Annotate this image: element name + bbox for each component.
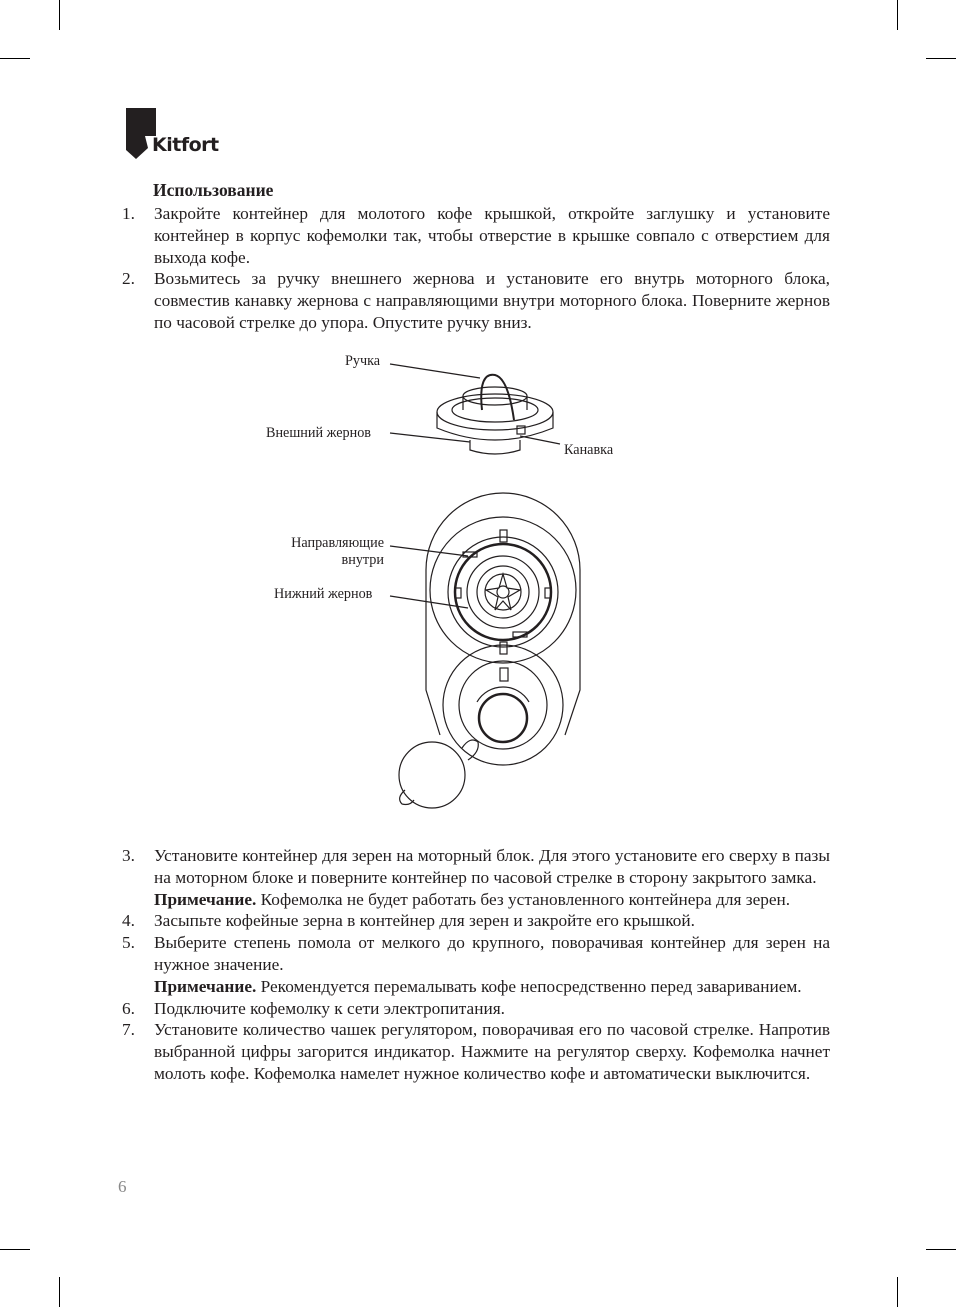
step-number: 1. xyxy=(122,204,135,223)
label-lower-burr: Нижний жернов xyxy=(274,586,373,602)
step-item xyxy=(118,932,830,997)
note-label: Примечание. xyxy=(154,889,257,909)
label-groove: Канавка xyxy=(564,442,614,458)
step-number: 6. xyxy=(122,998,135,1018)
step-item xyxy=(118,998,830,1020)
step-note xyxy=(154,889,830,911)
step-number: 2. xyxy=(122,269,135,289)
step-text: Возьмитесь за ручку внешнего жернова и установите его внутрь моторного блока, совместив канавку жернова с направляющими внутри моторного блока. Поверните жернов по часовой стрелке до упора. Опустите ручку вниз. xyxy=(154,269,830,332)
page-number: 6 xyxy=(118,1177,127,1196)
note-label: Примечание. xyxy=(154,976,257,996)
grinder-top-view-drawing xyxy=(390,493,580,808)
step-text: Засыпьте кофейные зерна в контейнер для зерен и закройте его крышкой. xyxy=(154,911,695,931)
note-text: Рекомендуется перемалывать кофе непосредственно перед завариванием. xyxy=(256,976,802,996)
step-item xyxy=(118,910,830,932)
step-text: Установите контейнер для зерен на моторный блок. Для этого установите его сверху в пазы на моторном блоке и поверните контейнер по часовой стрелке в сторону закрытого замка. xyxy=(154,846,830,887)
step-text: Закройте контейнер для молотого кофе крышкой, откройте заглушку и установите контейнер в корпус кофемолки так, чтобы отверстие в крышке совпало с отверстием для выхода кофе. xyxy=(154,204,830,267)
step-text: Установите количество чашек регулятором, поворачивая его по часовой стрелке. Напротив выбранной цифры загорится индикатор. Нажмите на регулятор сверху. Кофемолка начнет молоть кофе. Кофемолка намелет нужное количество кофе и автоматически выключится. xyxy=(154,1020,830,1083)
label-handle: Ручка xyxy=(345,353,381,369)
label-outer-burr: Внешний жернов xyxy=(266,425,371,441)
steps-list-bottom xyxy=(118,845,830,1085)
brand-name: Kitfort xyxy=(152,134,219,156)
step-text: Подключите кофемолку к сети электропитания. xyxy=(154,998,505,1018)
step-number: 5. xyxy=(122,933,135,953)
label-guides xyxy=(268,535,384,569)
label-guides-line1: Направляющие xyxy=(291,535,384,551)
step-number: 7. xyxy=(122,1020,135,1040)
step-item xyxy=(118,845,830,910)
label-guides-line2: внутри xyxy=(341,552,384,568)
note-text: Кофемолка не будет работать без установленного контейнера для зерен. xyxy=(256,889,791,909)
section-title: Использование xyxy=(153,180,274,200)
outer-burr-drawing xyxy=(390,364,560,454)
step-number: 4. xyxy=(122,911,135,931)
step-item xyxy=(118,1019,830,1084)
step-text: Выберите степень помола от мелкого до крупного, поворачивая контейнер для зерен на нужное значение. xyxy=(154,933,830,974)
step-note xyxy=(154,976,830,998)
step-number: 3. xyxy=(122,846,135,865)
